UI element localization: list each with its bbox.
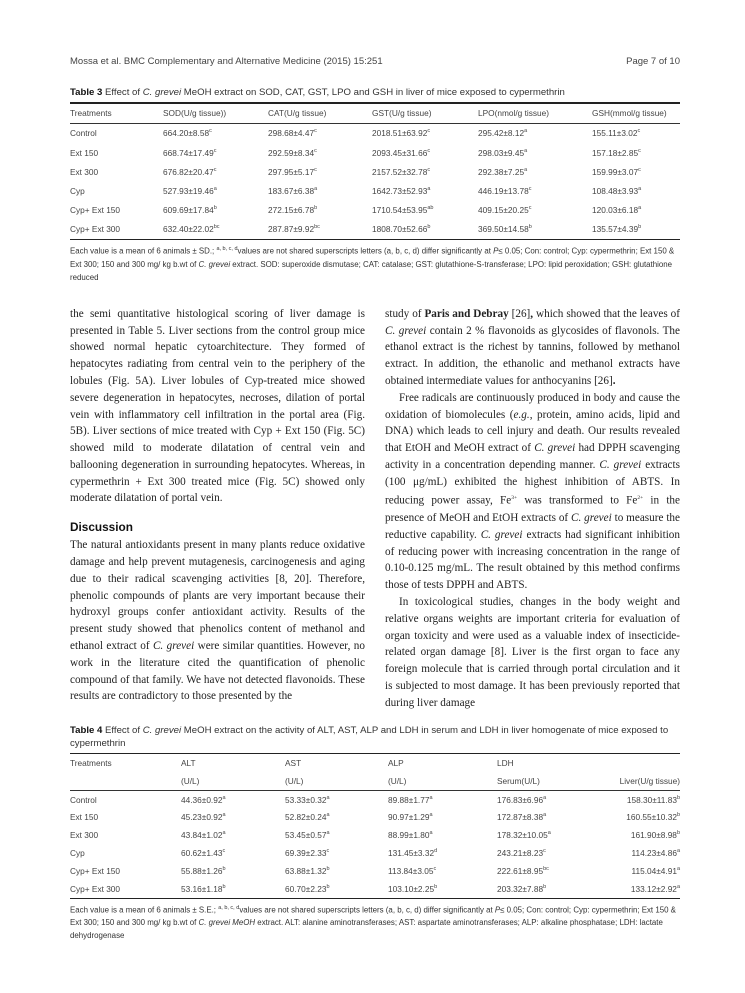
value: 292.38±7.25 (478, 166, 525, 177)
significance-letter: a (676, 848, 680, 855)
text-run: Each value is a mean of 6 animals ± SD.; (70, 246, 217, 256)
value-cell (268, 220, 372, 239)
significance-letter: c (314, 166, 317, 173)
value-cell (478, 143, 592, 162)
text-run: was transformed to Fe (517, 495, 638, 508)
treatment-cell: Ext 150 (70, 147, 99, 158)
value: 176.83±6.96 (497, 794, 544, 805)
value: 53.16±1.18 (181, 883, 223, 894)
value-cell (372, 220, 478, 239)
column-header: Treatments (70, 758, 112, 769)
value-cell (497, 809, 609, 827)
column-header: (U/L) (285, 775, 304, 786)
value-cell (181, 826, 285, 844)
text-run: ≤ 0.05; Con: control; Cyp: cypermethrin; Ext 150 & Ext 300; 150 and 300 mg/ kg b.wt of (70, 246, 675, 269)
value: 120.03±6.18 (592, 205, 639, 216)
text-run: Each value is a mean of 6 animals ± S.E.; (70, 905, 219, 915)
significance-letter: a (524, 128, 528, 135)
significance-letter: a (326, 794, 330, 801)
text-run: the semi quantitative histological scoring of liver damage is presented in Table 5. Liver sections from the control group mice showed normal hepatic cytoarchitecture. They formed of hepatocytes radiating from central vein to the periphery of the lobules (Fig. 5A). Liver lobules of Cyp-treated mice showed severe degeneration in hepatocytes, necroses, dilation of portal vein with inflammatory cell infiltration in the portal area (Fig. 5B). Liver sections of mice treated with Cyp + Ext 150 (Fig. 5C) showed mild to moderate dilatation of central vein and ballooning degeneration in surrounding hepatocytes. Whereas, in cypermethrin + Ext 300 treated mice (Fig. 5C) showed only moderate dilatation of portal vein. (70, 307, 365, 505)
text-run: In toxicological studies, changes in the body weight and relative organs weights are important criteria for evaluation of organ toxicity and were used as a valuable index of insecticide-related organ damage [8]. Liver is the first organ to face any foreign molecule that is carried through portal circulation and it is subjected to most damage. It has been previously reported that during liver damage (385, 596, 680, 709)
significance-letter: a (676, 883, 680, 890)
text-run: values are not shared superscripts letters (a, b, c, d) differ significantly at (237, 246, 494, 256)
value-cell (372, 162, 478, 181)
value-cell (609, 826, 680, 844)
significance-letter: bc (213, 224, 220, 231)
significance-letter: c (637, 128, 641, 135)
value: 135.57±4.39 (592, 224, 639, 235)
value-cell (268, 143, 372, 162)
value: 44.36±0.92 (181, 794, 223, 805)
table-row (70, 809, 680, 827)
table4-block (70, 724, 682, 943)
column-header: ALP (388, 758, 404, 769)
significance-letter: c (222, 848, 226, 855)
paragraph (70, 306, 365, 508)
table3-footnote (70, 243, 682, 284)
caption-text: MeOH extract on the activity of ALT, AST, ALP and LDH in serum and LDH in liver homogenate of mice exposed to cypermethrin (70, 724, 669, 749)
value-cell (497, 791, 609, 809)
value: 369.50±14.58 (478, 224, 529, 235)
significance-letter: b (638, 224, 642, 231)
text-run: C. grevei (198, 259, 231, 269)
column-header (609, 754, 680, 772)
significance-letter: bc (543, 866, 549, 873)
significance-letter: b (427, 224, 431, 231)
value: 183.67±6.38 (268, 185, 315, 196)
column-header: (U/L) (388, 775, 407, 786)
treatment-cell: Cyp+ Ext 150 (70, 205, 121, 216)
value-cell (497, 826, 609, 844)
value-cell (478, 201, 592, 220)
value: 272.15±6.78 (268, 205, 315, 216)
table-row (70, 201, 680, 220)
table-row (70, 791, 680, 809)
value: 53.33±0.32 (285, 794, 327, 805)
value-cell (285, 862, 388, 880)
value: 155.11±3.02 (592, 128, 638, 139)
value-cell (268, 162, 372, 181)
value: 1808.70±52.66 (372, 224, 428, 235)
value: 298.03±9.45 (478, 147, 525, 158)
value-cell (592, 143, 680, 162)
significance-letter: bc (314, 224, 320, 231)
significance-letter: c (427, 147, 431, 154)
value-cell (478, 220, 592, 239)
text-run: C. grevei (534, 442, 576, 455)
value-cell (268, 124, 372, 143)
column-header: Liver(U/g tissue) (619, 775, 680, 786)
text-run: C. grevei (385, 324, 427, 337)
value: 115.04±4.91 (631, 865, 677, 876)
text-run: in the presence of MeOH and EtOH extracts of (385, 495, 680, 525)
value-cell (388, 826, 497, 844)
significance-letter: c (543, 848, 546, 855)
significance-letter: c (209, 128, 212, 135)
treatment-cell: Ext 300 (70, 166, 99, 177)
value: 131.45±3.32 (388, 848, 435, 859)
text-run: e.g. (513, 408, 530, 421)
running-header-row (70, 56, 680, 86)
value: 89.88±1.77 (388, 794, 430, 805)
text-run: study of (385, 307, 425, 320)
value-cell (388, 809, 497, 827)
value-cell (268, 181, 372, 200)
value-cell (285, 844, 388, 862)
significance-letter: a (638, 205, 642, 212)
text-run: had DPPH scavenging activity in a concentration depending manner. (385, 442, 680, 471)
significance-letter: c (427, 128, 431, 135)
value: 158.30±11.83 (626, 794, 677, 805)
value: 43.84±1.02 (181, 830, 223, 841)
treatment-cell: Control (70, 128, 97, 139)
value-cell (388, 844, 497, 862)
value: 108.48±3.93 (592, 185, 639, 196)
table3-label: Table 3 (70, 87, 103, 98)
value-cell (285, 791, 388, 809)
treatment-cell: Cyp+ Ext 150 (70, 865, 121, 876)
column-header: CAT(U/g tissue) (268, 108, 327, 119)
value-cell (592, 181, 680, 200)
text-run: Paris and Debray (424, 307, 509, 320)
value: 45.23±0.92 (181, 812, 223, 823)
value: 2157.52±32.78 (372, 166, 428, 177)
value: 2093.45±31.66 (372, 147, 428, 158)
value: 676.82±20.47 (163, 166, 214, 177)
significance-letter: a (429, 830, 433, 837)
text-run: 3+ (511, 495, 518, 502)
value: 1642.73±52.93 (372, 185, 428, 196)
column-header: GSH(mmol/g tissue) (592, 108, 667, 119)
caption-species: C. grevei (142, 87, 182, 98)
value: 157.18±2.85 (592, 147, 639, 158)
significance-letter: a (547, 830, 551, 837)
text-run: The natural antioxidants present in many plants reduce oxidative damage and help prevent mutagenesis, carcinogenesis and aging due to their radical scavenging activities [8, 20]. Therefore, phenolic compounds of plants are very important because their hydroxyl groups confer antioxidant activity. Results of the present study showed that phenolics content of methanol and ethanol extract of (70, 539, 365, 653)
value: 632.40±22.02 (163, 224, 214, 235)
significance-letter: a (213, 186, 217, 193)
value: 409.15±20.25 (478, 205, 529, 216)
value-cell (478, 162, 592, 181)
text-run: C. grevei (571, 512, 612, 525)
column-header: GST(U/g tissue) (372, 108, 432, 119)
column-header: Serum(U/L) (497, 775, 540, 786)
text-run: , protein, amino acids, lipid and DNA) which leads to cell injury and death. Our results revealed that EtOH and MeOH extract of (385, 408, 680, 455)
table-row (70, 181, 680, 200)
significance-letter: d (434, 848, 438, 855)
text-run: Free radicals are continuously produced in body and cause the oxidation of biomolecules ( (385, 391, 680, 421)
value: 446.19±13.78 (478, 185, 529, 196)
value-cell (592, 201, 680, 220)
value: 60.70±2.23 (285, 883, 327, 894)
table4-footnote (70, 902, 682, 943)
text-run: Discussion (70, 520, 133, 535)
column-header: LDH (497, 758, 514, 769)
value: 203.32±7.88 (497, 883, 544, 894)
value-cell (497, 844, 609, 862)
text-run: a, b, c, d (216, 246, 238, 253)
value: 222.61±8.95 (497, 865, 544, 876)
table3-bottom-rule (70, 239, 680, 240)
significance-letter: c (427, 166, 431, 173)
table-row (70, 880, 680, 898)
value-cell (372, 124, 478, 143)
significance-letter: a (429, 794, 433, 801)
significance-letter: a (429, 812, 433, 819)
running-header: Mossa et al. BMC Complementary and Alternative Medicine (2015) 15:251 (70, 56, 383, 67)
text-run: to measure the reductive capability. (385, 512, 680, 541)
paragraph (385, 594, 680, 712)
caption-text: Effect of (102, 87, 143, 98)
value-cell (181, 844, 285, 862)
significance-letter: b (676, 794, 680, 801)
value: 243.21±8.23 (497, 848, 544, 859)
value-cell (181, 791, 285, 809)
significance-letter: b (326, 883, 330, 890)
text-run: extracts (100 μg/mL) exhibited the highest inhibition of ABTS. In reducing power assay, Fe (385, 458, 680, 508)
text-run: which showed that the leaves of (533, 307, 681, 320)
value-cell (285, 826, 388, 844)
column-header (70, 772, 181, 790)
table4-bottom-rule (70, 898, 680, 899)
value-cell (372, 181, 478, 200)
table3-caption (70, 86, 682, 99)
significance-letter: b (543, 883, 547, 890)
value: 69.39±2.33 (285, 848, 327, 859)
page-number: Page 7 of 10 (626, 56, 680, 67)
significance-letter: a (427, 186, 431, 193)
value-cell (163, 201, 268, 220)
treatment-cell: Control (70, 794, 97, 805)
significance-letter: a (222, 794, 226, 801)
text-run: . (612, 374, 616, 387)
significance-letter: c (213, 147, 217, 154)
value: 287.87±9.92 (268, 224, 315, 235)
value-cell (181, 880, 285, 898)
table-row (70, 826, 680, 844)
value-cell (388, 791, 497, 809)
treatment-cell: Ext 300 (70, 830, 99, 841)
paragraph (385, 306, 680, 390)
table4-label: Table 4 (70, 724, 103, 736)
value: 90.97±1.29 (388, 812, 430, 823)
column-header: AST (285, 758, 302, 769)
value: 172.87±8.38 (497, 812, 544, 823)
value-cell (497, 862, 609, 880)
value: 133.12±2.92 (630, 883, 677, 894)
value-cell (181, 809, 285, 827)
value-cell (609, 791, 680, 809)
significance-letter: b (222, 866, 226, 873)
value: 55.88±1.26 (181, 865, 223, 876)
significance-letter: a (326, 812, 330, 819)
value: 527.93±19.46 (163, 185, 214, 196)
text-run: C. grevei (480, 528, 523, 541)
text-run: extracts had significant inhibition of reducing power with increasing concentration in the range of 0.10-0.125 mg/mL. The result obtained by this method confirms those of tests DPPH and ABTS. (385, 528, 680, 592)
text-run: a, b, c, d (218, 904, 240, 911)
significance-letter: a (326, 830, 330, 837)
table4-caption (70, 724, 682, 750)
text-run: C. grevei (599, 458, 642, 471)
value-cell (592, 220, 680, 239)
table3-block (70, 86, 682, 284)
significance-letter: b (213, 205, 217, 212)
significance-letter: c (213, 166, 217, 173)
significance-letter: a (524, 166, 528, 173)
header-row (70, 754, 680, 772)
value-cell (181, 862, 285, 880)
value-cell (163, 181, 268, 200)
value: 1710.54±53.95 (372, 205, 428, 216)
significance-letter: ab (427, 205, 434, 212)
column-header: LPO(nmol/g tissue) (478, 108, 550, 119)
value: 609.69±17.84 (163, 205, 214, 216)
value-cell (388, 880, 497, 898)
value-cell (478, 124, 592, 143)
caption-species: C. grevei (142, 724, 182, 736)
value: 298.68±4.47 (268, 128, 315, 139)
section-heading (70, 519, 365, 535)
significance-letter: b (326, 866, 330, 873)
significance-letter: a (638, 186, 642, 193)
significance-letter: c (638, 166, 641, 173)
value-cell (609, 862, 680, 880)
significance-letter: b (676, 830, 680, 837)
value-cell (285, 880, 388, 898)
significance-letter: b (528, 224, 532, 231)
value-cell (372, 201, 478, 220)
value-cell (372, 143, 478, 162)
table4 (70, 754, 680, 897)
text-run: C. grevei MeOH (198, 918, 256, 928)
table-row (70, 124, 680, 143)
significance-letter: a (524, 147, 528, 154)
significance-letter: c (528, 186, 532, 193)
significance-letter: a (543, 812, 547, 819)
value-cell (163, 124, 268, 143)
text-run: values are not shared superscripts letters (a, b, c, d) differ significantly at (239, 905, 495, 915)
text-run: , (530, 307, 534, 320)
caption-text: Effect of (102, 724, 143, 736)
text-run: ≤ 0.05; Con: control; Cyp: cypermethrin; Ext 150 & Ext 300; 150 and 300 mg/ kg b.wt of (70, 905, 676, 928)
value-cell (592, 124, 680, 143)
table-row (70, 844, 680, 862)
header-row (70, 772, 680, 790)
value-cell (268, 201, 372, 220)
value: 297.95±5.17 (268, 166, 315, 177)
value-cell (163, 143, 268, 162)
significance-letter: b (314, 205, 318, 212)
significance-letter: a (676, 866, 680, 873)
column-header: SOD(U/g tissue)) (163, 108, 227, 119)
table-row (70, 143, 680, 162)
value-cell (609, 880, 680, 898)
value: 113.84±3.05 (388, 865, 434, 876)
value: 114.23±4.86 (631, 848, 677, 859)
value: 159.99±3.07 (592, 166, 639, 177)
value: 88.99±1.80 (388, 830, 430, 841)
value-cell (497, 880, 609, 898)
text-run: 2+ (637, 495, 644, 502)
value: 292.59±8.34 (268, 147, 315, 158)
right-column (385, 306, 680, 712)
significance-letter: a (314, 186, 318, 193)
header-row (70, 104, 680, 124)
text-run: C. grevei (152, 640, 195, 653)
treatment-cell: Ext 150 (70, 812, 99, 823)
significance-letter: c (314, 147, 317, 154)
value: 103.10±2.25 (388, 883, 435, 894)
text-run: P (493, 246, 499, 256)
value-cell (592, 162, 680, 181)
value: 160.55±10.32 (626, 812, 677, 823)
paragraph (385, 390, 680, 594)
treatment-cell: Cyp+ Ext 300 (70, 883, 121, 894)
table-row (70, 220, 680, 239)
value: 53.45±0.57 (285, 830, 327, 841)
value-cell (478, 181, 592, 200)
text-run: extract. SOD: superoxide dismutase; CAT: catalase; GST: glutathione-S-transferase; LPO: lipid peroxidation; GSH: glutathione reduced (70, 259, 673, 282)
value-cell (609, 809, 680, 827)
value: 295.42±8.12 (478, 128, 525, 139)
significance-letter: b (676, 812, 680, 819)
text-run: extract. ALT: alanine aminotransferases; AST: aspartate aminotransferases; ALP: alkaline phosphatase; LDH: lactate dehydrogenase (70, 918, 663, 941)
paragraph (70, 537, 365, 705)
value: 178.32±10.05 (497, 830, 548, 841)
left-column (70, 306, 365, 712)
value: 63.88±1.32 (285, 865, 327, 876)
text-run: contain 2 % flavonoids as glycosides of flavonols. The ethanol extract is the richest by tannins, followed by methanol extract. In addition, the ethanolic and methanol extracts have obtained intermediate values for anthocyanins [26] (385, 324, 680, 387)
value: 664.20±8.58 (163, 128, 210, 139)
value: 161.90±8.98 (630, 830, 677, 841)
treatment-cell: Cyp (70, 185, 85, 196)
significance-letter: c (326, 848, 330, 855)
value-cell (609, 844, 680, 862)
table-row (70, 162, 680, 181)
value: 668.74±17.49 (163, 147, 214, 158)
value-cell (388, 862, 497, 880)
value: 2018.51±63.92 (372, 128, 428, 139)
table3 (70, 104, 680, 239)
value: 60.62±1.43 (181, 848, 223, 859)
significance-letter: c (314, 128, 317, 135)
significance-letter: a (543, 794, 547, 801)
significance-letter: b (434, 883, 438, 890)
value-cell (163, 162, 268, 181)
body-columns (70, 306, 680, 712)
significance-letter: c (638, 147, 641, 154)
table-row (70, 862, 680, 880)
value-cell (163, 220, 268, 239)
column-header: (U/L) (181, 775, 200, 786)
text-run: were similar quantities. However, no work in the literature cited the quantification of phenolic compound of that family. We have not detected flavonoids. These results are contradictory to those presented by the (70, 640, 365, 703)
value: 52.82±0.24 (285, 812, 327, 823)
text-run: P (494, 905, 501, 915)
significance-letter: c (433, 866, 437, 873)
treatment-cell: Cyp (70, 848, 85, 859)
text-run: [26] (508, 307, 531, 320)
value-cell (285, 809, 388, 827)
column-header: Treatments (70, 108, 112, 119)
significance-letter: c (528, 205, 532, 212)
significance-letter: a (222, 830, 226, 837)
caption-text: MeOH extract on SOD, CAT, GST, LPO and GSH in liver of mice exposed to cypermethrin (181, 87, 565, 98)
significance-letter: b (222, 883, 226, 890)
column-header: ALT (181, 758, 196, 769)
treatment-cell: Cyp+ Ext 300 (70, 224, 121, 235)
significance-letter: a (222, 812, 226, 819)
